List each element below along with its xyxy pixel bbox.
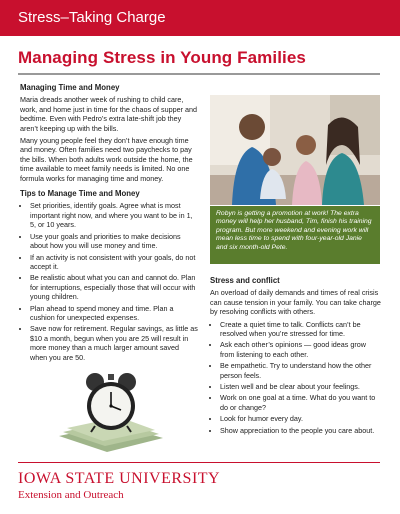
list-item: • Look for humor every day.: [220, 414, 382, 423]
family-photo: [210, 95, 380, 205]
intro-paragraph: Maria dreads another week of rushing to child care, work, and home just in time for the chaos of supper and bedtime. Even with Pedro’s extra late-shift job they aren’t keeping up with the bills.: [20, 95, 197, 133]
body-paragraph: Many young people feel they don’t have enough time and money. Often families need two paychecks to pay the bills. When both adults work outside the home, the time available to meet family needs is limited. No one formula works for managing time and money.: [20, 136, 193, 183]
page-title: Managing Stress in Young Families: [18, 48, 306, 67]
right-column: [210, 276, 382, 437]
list-item: • Be empathetic. Try to understand how the other person feels.: [220, 361, 382, 380]
section-heading-tips: Tips to Manage Time and Money: [20, 189, 140, 199]
section-heading-time-money: Managing Time and Money: [20, 83, 120, 92]
header-bar: [0, 0, 400, 36]
alarm-clock-icon: [55, 372, 167, 454]
list-item: • Work on one goal at a time. What do you want to do or change?: [220, 393, 382, 412]
title-divider: [18, 73, 380, 75]
series-title: Stress–Taking Charge: [18, 9, 166, 26]
list-item: • Show appreciation to the people you care about.: [220, 426, 382, 435]
footer-divider: [18, 462, 380, 463]
list-item: • Listen well and be clear about your feelings.: [220, 382, 382, 391]
university-wordmark: IOWA STATE UNIVERSITY: [18, 470, 221, 487]
family-photo-illustration: [210, 95, 380, 205]
list-item: • Be realistic about what you can and cannot do. Plan for interruptions, especially those that will occur with young children.: [30, 273, 198, 301]
conflict-paragraph: An overload of daily demands and times of real crisis can cause tension in your family. You can take charge by resolving conflicts with others.: [210, 288, 381, 317]
conflict-tips-list: [210, 320, 382, 435]
tips-list: [20, 201, 198, 362]
list-item: • Create a quiet time to talk. Conflicts can’t be resolved when you’re stressed for time.: [220, 320, 382, 339]
clock-money-image: [55, 372, 167, 454]
photo-caption: Robyn is getting a promotion at work! The extra money will help her husband, Tim, finish his training program. But more weekend and evening work will mean less time to spend with four-year-old Janie and six month-old Pete.: [210, 206, 380, 264]
list-item: • Use your goals and priorities to make decisions about how you will use money and time.: [30, 232, 198, 251]
section-heading-conflict: Stress and conflict: [210, 276, 280, 285]
list-item: • Save now for retirement. Regular savings, as little as $10 a month, begun when you are 25 will result in more money than a much larger amount saved when you are 50.: [30, 324, 198, 362]
left-column: [20, 83, 198, 364]
list-item: • If an activity is not consistent with your goals, do not accept it.: [30, 253, 198, 272]
extension-wordmark: Extension and Outreach: [18, 489, 124, 501]
list-item: • Plan ahead to spend money and time. Plan a cushion for unexpected expenses.: [30, 304, 198, 323]
list-item: • Set priorities, identify goals. Agree what is most important right now, and where you want to be in 1, 5, or 10 years.: [30, 201, 198, 229]
list-item: • Ask each other’s opinions — good ideas grow from listening to each other.: [220, 340, 382, 359]
